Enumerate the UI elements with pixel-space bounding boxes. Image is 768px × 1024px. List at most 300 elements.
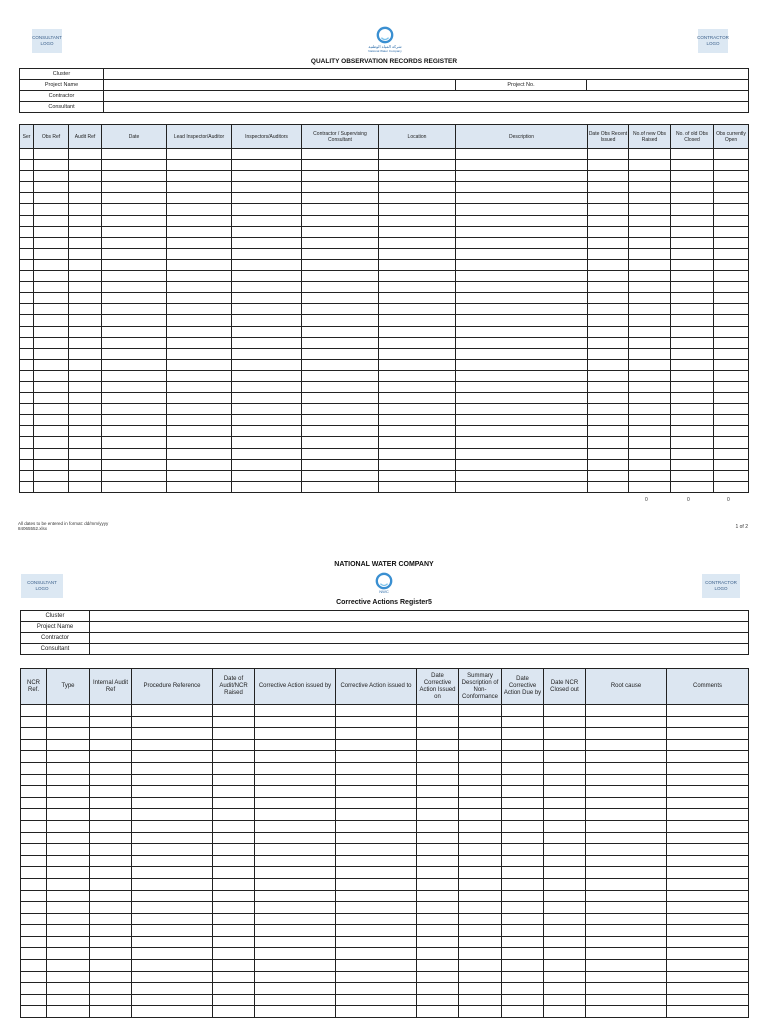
table-cell[interactable] — [102, 426, 167, 437]
table-cell[interactable] — [714, 370, 749, 381]
table-cell[interactable] — [714, 459, 749, 470]
table-cell[interactable] — [232, 293, 302, 304]
table-cell[interactable] — [544, 913, 586, 925]
table-cell[interactable] — [302, 337, 379, 348]
table-cell[interactable] — [167, 359, 232, 370]
table-cell[interactable] — [456, 381, 588, 392]
table-cell[interactable] — [213, 820, 255, 832]
table-cell[interactable] — [47, 832, 90, 844]
table-cell[interactable] — [667, 925, 749, 937]
table-cell[interactable] — [714, 426, 749, 437]
table-cell[interactable] — [102, 282, 167, 293]
table-cell[interactable] — [629, 182, 671, 193]
table-cell[interactable] — [588, 237, 629, 248]
table-cell[interactable] — [167, 404, 232, 415]
table-cell[interactable] — [456, 193, 588, 204]
table-cell[interactable] — [379, 271, 456, 282]
table-cell[interactable] — [69, 404, 102, 415]
table-cell[interactable] — [167, 293, 232, 304]
table-cell[interactable] — [90, 1006, 132, 1018]
table-cell[interactable] — [34, 171, 69, 182]
table-cell[interactable] — [629, 459, 671, 470]
table-cell[interactable] — [47, 716, 90, 728]
table-cell[interactable] — [34, 448, 69, 459]
table-cell[interactable] — [21, 705, 47, 717]
table-cell[interactable] — [629, 171, 671, 182]
table-cell[interactable] — [255, 890, 336, 902]
table-cell[interactable] — [132, 890, 213, 902]
table-cell[interactable] — [47, 948, 90, 960]
table-cell[interactable] — [588, 193, 629, 204]
table-cell[interactable] — [667, 890, 749, 902]
table-cell[interactable] — [586, 832, 667, 844]
table-cell[interactable] — [629, 470, 671, 481]
table-cell[interactable] — [379, 182, 456, 193]
table-cell[interactable] — [255, 960, 336, 972]
table-cell[interactable] — [167, 315, 232, 326]
table-cell[interactable] — [302, 437, 379, 448]
table-cell[interactable] — [456, 470, 588, 481]
table-cell[interactable] — [167, 193, 232, 204]
table-cell[interactable] — [302, 315, 379, 326]
table-cell[interactable] — [213, 983, 255, 995]
table-cell[interactable] — [502, 728, 544, 740]
table-cell[interactable] — [102, 237, 167, 248]
table-cell[interactable] — [132, 774, 213, 786]
table-cell[interactable] — [255, 902, 336, 914]
table-cell[interactable] — [379, 237, 456, 248]
table-cell[interactable] — [213, 832, 255, 844]
table-cell[interactable] — [417, 890, 459, 902]
table-cell[interactable] — [667, 786, 749, 798]
table-cell[interactable] — [671, 404, 714, 415]
table-cell[interactable] — [232, 415, 302, 426]
table-cell[interactable] — [102, 259, 167, 270]
table-cell[interactable] — [255, 786, 336, 798]
table-cell[interactable] — [544, 751, 586, 763]
table-cell[interactable] — [336, 925, 417, 937]
table-cell[interactable] — [417, 855, 459, 867]
table-cell[interactable] — [459, 751, 502, 763]
table-cell[interactable] — [671, 426, 714, 437]
table-cell[interactable] — [459, 994, 502, 1006]
table-cell[interactable] — [20, 315, 34, 326]
table-cell[interactable] — [302, 481, 379, 492]
table-cell[interactable] — [502, 786, 544, 798]
table-cell[interactable] — [379, 204, 456, 215]
table-cell[interactable] — [629, 248, 671, 259]
table-cell[interactable] — [90, 890, 132, 902]
table-cell[interactable] — [132, 820, 213, 832]
table-cell[interactable] — [90, 913, 132, 925]
table-cell[interactable] — [102, 171, 167, 182]
table-cell[interactable] — [102, 293, 167, 304]
table-cell[interactable] — [34, 370, 69, 381]
table-cell[interactable] — [586, 762, 667, 774]
table-cell[interactable] — [502, 809, 544, 821]
table-cell[interactable] — [302, 470, 379, 481]
table-cell[interactable] — [20, 215, 34, 226]
table-cell[interactable] — [69, 304, 102, 315]
table-cell[interactable] — [588, 370, 629, 381]
table-cell[interactable] — [588, 404, 629, 415]
table-cell[interactable] — [90, 762, 132, 774]
table-cell[interactable] — [167, 160, 232, 171]
table-cell[interactable] — [90, 716, 132, 728]
table-cell[interactable] — [20, 259, 34, 270]
table-cell[interactable] — [588, 348, 629, 359]
table-cell[interactable] — [102, 459, 167, 470]
table-cell[interactable] — [714, 237, 749, 248]
table-cell[interactable] — [69, 481, 102, 492]
table-cell[interactable] — [213, 786, 255, 798]
table-cell[interactable] — [671, 415, 714, 426]
table-cell[interactable] — [47, 878, 90, 890]
table-cell[interactable] — [417, 925, 459, 937]
table-cell[interactable] — [255, 925, 336, 937]
table-cell[interactable] — [34, 415, 69, 426]
table-cell[interactable] — [232, 160, 302, 171]
table-cell[interactable] — [132, 994, 213, 1006]
table-cell[interactable] — [502, 925, 544, 937]
table-cell[interactable] — [417, 751, 459, 763]
table-cell[interactable] — [459, 913, 502, 925]
table-cell[interactable] — [714, 359, 749, 370]
table-cell[interactable] — [213, 925, 255, 937]
table-cell[interactable] — [588, 271, 629, 282]
table-cell[interactable] — [132, 902, 213, 914]
table-cell[interactable] — [629, 426, 671, 437]
table-cell[interactable] — [20, 459, 34, 470]
table-cell[interactable] — [629, 315, 671, 326]
table-cell[interactable] — [102, 393, 167, 404]
table-cell[interactable] — [714, 259, 749, 270]
table-cell[interactable] — [34, 393, 69, 404]
table-cell[interactable] — [588, 315, 629, 326]
table-cell[interactable] — [20, 381, 34, 392]
table-cell[interactable] — [255, 948, 336, 960]
table-cell[interactable] — [588, 426, 629, 437]
table-cell[interactable] — [379, 437, 456, 448]
table-cell[interactable] — [417, 832, 459, 844]
table-cell[interactable] — [714, 337, 749, 348]
table-cell[interactable] — [69, 415, 102, 426]
table-cell[interactable] — [232, 459, 302, 470]
table-cell[interactable] — [232, 204, 302, 215]
table-cell[interactable] — [588, 248, 629, 259]
table-cell[interactable] — [671, 193, 714, 204]
table-cell[interactable] — [69, 282, 102, 293]
table-cell[interactable] — [502, 832, 544, 844]
table-cell[interactable] — [69, 259, 102, 270]
table-cell[interactable] — [90, 948, 132, 960]
table-cell[interactable] — [459, 786, 502, 798]
table-cell[interactable] — [586, 925, 667, 937]
table-cell[interactable] — [586, 983, 667, 995]
table-cell[interactable] — [459, 855, 502, 867]
table-cell[interactable] — [502, 971, 544, 983]
table-cell[interactable] — [302, 293, 379, 304]
table-cell[interactable] — [69, 448, 102, 459]
table-cell[interactable] — [20, 415, 34, 426]
table-cell[interactable] — [20, 337, 34, 348]
table-cell[interactable] — [667, 820, 749, 832]
table-cell[interactable] — [544, 832, 586, 844]
table-cell[interactable] — [69, 171, 102, 182]
table-cell[interactable] — [456, 326, 588, 337]
table-cell[interactable] — [213, 797, 255, 809]
table-cell[interactable] — [336, 716, 417, 728]
table-cell[interactable] — [90, 751, 132, 763]
table-cell[interactable] — [417, 728, 459, 740]
table-cell[interactable] — [714, 304, 749, 315]
table-cell[interactable] — [102, 404, 167, 415]
table-cell[interactable] — [102, 415, 167, 426]
table-cell[interactable] — [302, 237, 379, 248]
table-cell[interactable] — [456, 404, 588, 415]
table-cell[interactable] — [47, 820, 90, 832]
table-cell[interactable] — [336, 948, 417, 960]
table-cell[interactable] — [336, 936, 417, 948]
table-cell[interactable] — [232, 315, 302, 326]
table-cell[interactable] — [302, 393, 379, 404]
table-cell[interactable] — [213, 1006, 255, 1018]
table-cell[interactable] — [69, 226, 102, 237]
table-cell[interactable] — [232, 437, 302, 448]
table-cell[interactable] — [34, 226, 69, 237]
table-cell[interactable] — [21, 844, 47, 856]
table-cell[interactable] — [167, 182, 232, 193]
table-cell[interactable] — [588, 337, 629, 348]
table-cell[interactable] — [629, 348, 671, 359]
table-cell[interactable] — [255, 832, 336, 844]
table-cell[interactable] — [336, 971, 417, 983]
table-cell[interactable] — [336, 890, 417, 902]
table-cell[interactable] — [456, 171, 588, 182]
table-cell[interactable] — [588, 381, 629, 392]
table-cell[interactable] — [132, 832, 213, 844]
table-cell[interactable] — [90, 902, 132, 914]
table-cell[interactable] — [629, 404, 671, 415]
table-cell[interactable] — [336, 902, 417, 914]
table-cell[interactable] — [379, 370, 456, 381]
table-cell[interactable] — [586, 913, 667, 925]
table-cell[interactable] — [167, 381, 232, 392]
table-cell[interactable] — [255, 705, 336, 717]
table-cell[interactable] — [588, 481, 629, 492]
table-cell[interactable] — [69, 393, 102, 404]
table-cell[interactable] — [132, 878, 213, 890]
table-cell[interactable] — [34, 215, 69, 226]
table-cell[interactable] — [417, 878, 459, 890]
table-cell[interactable] — [20, 304, 34, 315]
table-cell[interactable] — [34, 259, 69, 270]
table-cell[interactable] — [336, 739, 417, 751]
table-cell[interactable] — [459, 844, 502, 856]
table-cell[interactable] — [47, 797, 90, 809]
table-cell[interactable] — [336, 832, 417, 844]
table-cell[interactable] — [671, 259, 714, 270]
table-cell[interactable] — [90, 820, 132, 832]
table-cell[interactable] — [21, 762, 47, 774]
table-cell[interactable] — [671, 381, 714, 392]
table-cell[interactable] — [714, 215, 749, 226]
table-cell[interactable] — [379, 481, 456, 492]
table-cell[interactable] — [102, 271, 167, 282]
table-cell[interactable] — [544, 762, 586, 774]
table-cell[interactable] — [502, 774, 544, 786]
table-cell[interactable] — [167, 237, 232, 248]
table-cell[interactable] — [459, 971, 502, 983]
table-cell[interactable] — [34, 237, 69, 248]
table-cell[interactable] — [302, 370, 379, 381]
table-cell[interactable] — [20, 481, 34, 492]
table-cell[interactable] — [69, 337, 102, 348]
table-cell[interactable] — [132, 867, 213, 879]
table-cell[interactable] — [417, 786, 459, 798]
table-cell[interactable] — [502, 994, 544, 1006]
table-cell[interactable] — [588, 448, 629, 459]
table-cell[interactable] — [255, 739, 336, 751]
table-cell[interactable] — [456, 337, 588, 348]
table-cell[interactable] — [586, 1006, 667, 1018]
table-cell[interactable] — [102, 326, 167, 337]
table-cell[interactable] — [714, 248, 749, 259]
table-cell[interactable] — [379, 393, 456, 404]
table-cell[interactable] — [456, 415, 588, 426]
table-cell[interactable] — [20, 193, 34, 204]
table-cell[interactable] — [232, 404, 302, 415]
table-cell[interactable] — [90, 705, 132, 717]
table-cell[interactable] — [629, 226, 671, 237]
table-cell[interactable] — [102, 182, 167, 193]
table-cell[interactable] — [302, 193, 379, 204]
table-cell[interactable] — [417, 867, 459, 879]
table-cell[interactable] — [544, 844, 586, 856]
table-cell[interactable] — [714, 182, 749, 193]
table-cell[interactable] — [47, 994, 90, 1006]
table-cell[interactable] — [586, 948, 667, 960]
table-cell[interactable] — [21, 728, 47, 740]
table-cell[interactable] — [586, 971, 667, 983]
table-cell[interactable] — [417, 971, 459, 983]
table-cell[interactable] — [456, 259, 588, 270]
table-cell[interactable] — [502, 855, 544, 867]
table-cell[interactable] — [232, 348, 302, 359]
table-cell[interactable] — [69, 149, 102, 160]
table-cell[interactable] — [69, 437, 102, 448]
table-cell[interactable] — [459, 902, 502, 914]
table-cell[interactable] — [667, 902, 749, 914]
table-cell[interactable] — [544, 774, 586, 786]
table-cell[interactable] — [167, 259, 232, 270]
table-cell[interactable] — [213, 971, 255, 983]
table-cell[interactable] — [302, 215, 379, 226]
table-cell[interactable] — [629, 215, 671, 226]
table-cell[interactable] — [714, 204, 749, 215]
table-cell[interactable] — [456, 293, 588, 304]
table-cell[interactable] — [69, 359, 102, 370]
table-cell[interactable] — [586, 820, 667, 832]
table-cell[interactable] — [132, 960, 213, 972]
table-cell[interactable] — [714, 315, 749, 326]
table-cell[interactable] — [379, 448, 456, 459]
table-cell[interactable] — [629, 448, 671, 459]
table-cell[interactable] — [302, 182, 379, 193]
table-cell[interactable] — [544, 902, 586, 914]
table-cell[interactable] — [90, 809, 132, 821]
table-cell[interactable] — [255, 983, 336, 995]
table-cell[interactable] — [629, 481, 671, 492]
table-cell[interactable] — [34, 404, 69, 415]
table-cell[interactable] — [232, 259, 302, 270]
table-cell[interactable] — [20, 149, 34, 160]
table-cell[interactable] — [671, 337, 714, 348]
table-cell[interactable] — [456, 481, 588, 492]
table-cell[interactable] — [544, 878, 586, 890]
table-cell[interactable] — [671, 149, 714, 160]
table-cell[interactable] — [21, 774, 47, 786]
table-cell[interactable] — [132, 936, 213, 948]
table-cell[interactable] — [255, 809, 336, 821]
table-cell[interactable] — [132, 855, 213, 867]
table-cell[interactable] — [90, 994, 132, 1006]
table-cell[interactable] — [102, 370, 167, 381]
table-cell[interactable] — [379, 337, 456, 348]
table-cell[interactable] — [714, 448, 749, 459]
table-cell[interactable] — [586, 728, 667, 740]
table-cell[interactable] — [132, 983, 213, 995]
table-cell[interactable] — [20, 171, 34, 182]
table-cell[interactable] — [102, 381, 167, 392]
table-cell[interactable] — [132, 809, 213, 821]
table-cell[interactable] — [544, 705, 586, 717]
table-cell[interactable] — [69, 470, 102, 481]
table-cell[interactable] — [232, 326, 302, 337]
table-cell[interactable] — [302, 160, 379, 171]
table-cell[interactable] — [586, 878, 667, 890]
table-cell[interactable] — [667, 878, 749, 890]
table-cell[interactable] — [213, 751, 255, 763]
table-cell[interactable] — [20, 437, 34, 448]
table-cell[interactable] — [456, 271, 588, 282]
table-cell[interactable] — [417, 936, 459, 948]
table-cell[interactable] — [714, 171, 749, 182]
table-cell[interactable] — [21, 716, 47, 728]
table-cell[interactable] — [302, 426, 379, 437]
project-name-value[interactable] — [90, 622, 749, 633]
table-cell[interactable] — [459, 809, 502, 821]
table-cell[interactable] — [671, 348, 714, 359]
table-cell[interactable] — [502, 890, 544, 902]
table-cell[interactable] — [667, 705, 749, 717]
table-cell[interactable] — [255, 994, 336, 1006]
table-cell[interactable] — [544, 948, 586, 960]
table-cell[interactable] — [671, 248, 714, 259]
table-cell[interactable] — [102, 359, 167, 370]
table-cell[interactable] — [20, 370, 34, 381]
table-cell[interactable] — [47, 936, 90, 948]
table-cell[interactable] — [20, 182, 34, 193]
table-cell[interactable] — [167, 370, 232, 381]
table-cell[interactable] — [417, 948, 459, 960]
table-cell[interactable] — [69, 426, 102, 437]
table-cell[interactable] — [34, 381, 69, 392]
table-cell[interactable] — [714, 470, 749, 481]
table-cell[interactable] — [671, 437, 714, 448]
table-cell[interactable] — [714, 381, 749, 392]
cluster-value[interactable] — [90, 611, 749, 622]
